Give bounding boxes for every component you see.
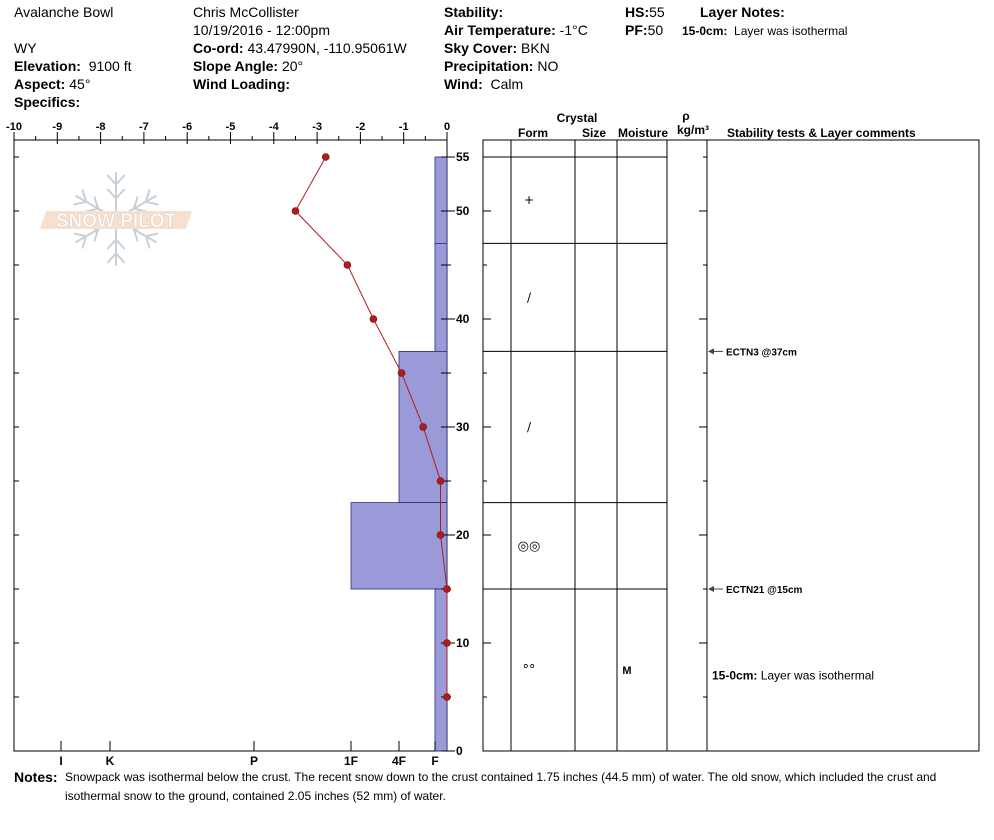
grain-form-symbol: °° bbox=[522, 663, 536, 678]
stability-header: Stability tests & Layer comments bbox=[727, 126, 916, 140]
grain-form-symbol: / bbox=[526, 290, 532, 305]
location: Avalanche Bowl bbox=[14, 4, 114, 20]
table-frame bbox=[483, 140, 979, 751]
temperature-point bbox=[344, 262, 351, 269]
precipitation: Precipitation: NO bbox=[444, 58, 559, 74]
hardness-bar bbox=[435, 157, 447, 243]
coordinates: Co-ord: 43.47990N, -110.95061W bbox=[193, 40, 407, 56]
flake-branch bbox=[108, 240, 116, 249]
stability-test-label: ECTN21 @15cm bbox=[726, 585, 803, 596]
depth-tick-label: 50 bbox=[456, 204, 470, 218]
temp-tick-label: -9 bbox=[52, 121, 63, 133]
flake-branch bbox=[116, 176, 124, 185]
notes-text: Snowpack was isothermal below the crust. The recent snow down to the crust contained 1.75 inches (44.5 mm) of water. The old snow, which included the crust and isothermal snow to the ground, contained 2.05 inches (52 mm) of water. bbox=[65, 770, 937, 803]
aspect: Aspect: 45° bbox=[14, 76, 91, 92]
layer-comment bbox=[712, 668, 874, 682]
temperature-point bbox=[437, 478, 444, 485]
notes bbox=[14, 768, 974, 803]
air-temperature: Air Temperature: -1°C bbox=[444, 22, 588, 38]
temperature-point bbox=[292, 208, 299, 215]
crystal-header: Crystal bbox=[556, 111, 598, 125]
stability: Stability: bbox=[444, 4, 504, 20]
hardness-bar bbox=[351, 503, 447, 589]
flake-branch bbox=[116, 240, 124, 249]
temperature-point bbox=[444, 640, 451, 647]
pf: PF:50 bbox=[625, 22, 664, 38]
size-header: Size bbox=[581, 126, 607, 140]
temperature-point bbox=[322, 154, 329, 161]
stability-test-label: ECTN3 @37cm bbox=[726, 347, 797, 359]
wind: Wind: Calm bbox=[444, 76, 524, 92]
depth-tick-label: 30 bbox=[456, 420, 470, 434]
grain-form-symbol: ◎◎ bbox=[517, 538, 541, 554]
layer-comment-text: Layer was isothermal bbox=[757, 668, 875, 683]
state: WY bbox=[14, 40, 37, 56]
form-header: Form bbox=[518, 126, 548, 140]
moisture-value: M bbox=[622, 665, 632, 677]
specifics: Specifics: bbox=[14, 94, 81, 110]
flake-branch bbox=[116, 190, 124, 199]
flake-branch bbox=[108, 176, 116, 185]
depth-tick-label: 0 bbox=[456, 744, 463, 758]
temp-tick-label: -6 bbox=[182, 121, 193, 133]
depth-tick-label: 20 bbox=[456, 528, 470, 542]
depth-tick-label: 40 bbox=[456, 312, 470, 326]
hardness-tick-label: K bbox=[105, 754, 115, 768]
temp-tick-label: -4 bbox=[268, 121, 279, 133]
notes-label: Notes: bbox=[14, 769, 58, 785]
temp-tick-label: -8 bbox=[95, 121, 106, 133]
flake-branch bbox=[146, 202, 158, 205]
temp-tick-label: -7 bbox=[139, 121, 149, 133]
temp-tick-label: -2 bbox=[355, 121, 366, 133]
depth-tick-label: 55 bbox=[456, 150, 470, 164]
temperature-point bbox=[370, 316, 377, 323]
grain-form-symbol: + bbox=[523, 193, 535, 208]
layer-note: 15-0cm: Layer was isothermal bbox=[682, 24, 848, 38]
flake-branch bbox=[74, 202, 86, 205]
observer: Chris McCollister bbox=[193, 4, 299, 20]
flake-branch bbox=[74, 234, 86, 237]
hardness-tick-label: 4F bbox=[391, 754, 407, 768]
flake-branch bbox=[108, 190, 116, 199]
elevation: Elevation: 9100 ft bbox=[14, 58, 132, 74]
hardness-tick-label: 1F bbox=[343, 754, 359, 768]
depth-tick-label: 10 bbox=[456, 636, 470, 650]
sky-cover: Sky Cover: BKN bbox=[444, 40, 550, 56]
snowpilot-logo bbox=[40, 173, 192, 265]
flake-branch bbox=[116, 254, 124, 263]
hs: HS:55 bbox=[625, 4, 665, 20]
temp-tick-label: -3 bbox=[312, 121, 322, 133]
flake-branch bbox=[108, 254, 116, 263]
hardness-bar bbox=[435, 589, 447, 751]
temp-tick-label: -5 bbox=[225, 121, 236, 133]
temp-tick-label: -10 bbox=[6, 121, 22, 133]
grain-form-symbol: / bbox=[526, 420, 532, 434]
temp-tick-label: -1 bbox=[398, 121, 409, 133]
flake-branch bbox=[146, 234, 158, 237]
moisture-header: Moisture bbox=[617, 126, 669, 140]
hardness-tick-label: I bbox=[59, 754, 63, 768]
temperature-point bbox=[398, 370, 405, 377]
density-header: kg/m³ bbox=[676, 123, 710, 137]
slope-angle: Slope Angle: 20° bbox=[193, 58, 304, 74]
temperature-point bbox=[444, 586, 451, 593]
datetime: 10/19/2016 - 12:00pm bbox=[193, 22, 330, 38]
rho-header: ρ bbox=[682, 109, 690, 123]
temperature-point bbox=[437, 532, 444, 539]
layer-notes-label: Layer Notes: bbox=[700, 4, 785, 20]
temperature-point bbox=[420, 424, 427, 431]
wind-loading: Wind Loading: bbox=[193, 76, 291, 92]
watermark-text: SNOW PILOT bbox=[55, 211, 177, 232]
hardness-tick-label: P bbox=[249, 754, 259, 768]
temp-tick-label: 0 bbox=[443, 121, 451, 133]
hardness-bar bbox=[435, 243, 447, 351]
layer-comment-depth: 15-0cm: bbox=[712, 668, 758, 683]
temperature-point bbox=[444, 694, 451, 701]
hardness-tick-label: F bbox=[431, 754, 439, 768]
